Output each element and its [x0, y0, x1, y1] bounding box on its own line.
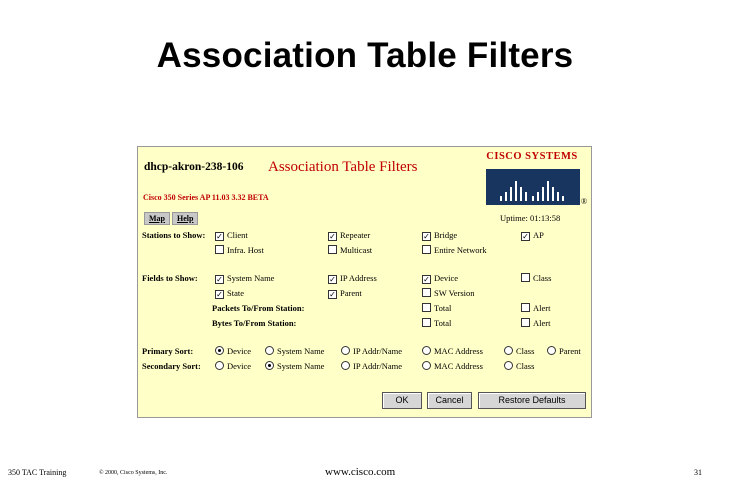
station-client-checkbox[interactable]: ✓ Client — [216, 230, 248, 241]
fields-label: Fields to Show: — [142, 273, 198, 283]
ok-button[interactable]: OK — [382, 392, 422, 409]
field-device-checkbox[interactable]: ✓ Device — [423, 273, 459, 284]
slide-title: Association Table Filters — [156, 36, 574, 75]
station-ap-checkbox[interactable]: ✓ AP — [522, 230, 544, 241]
primary-sort-parent-radio[interactable]: Parent — [547, 346, 581, 356]
field-sw-version-checkbox[interactable]: SW Version — [422, 288, 475, 298]
field-state-checkbox[interactable]: ✓ State — [216, 288, 244, 299]
packets-alert-checkbox[interactable]: Alert — [521, 303, 550, 313]
secondary-sort-device-radio[interactable]: Device — [215, 361, 251, 371]
bytes-alert-checkbox[interactable]: Alert — [521, 318, 550, 328]
field-parent-checkbox[interactable]: ✓ Parent — [329, 288, 362, 299]
uptime: Uptime: 01:13:58 — [500, 213, 561, 223]
screenshot-panel — [137, 146, 592, 418]
page-number: 31 — [694, 468, 702, 477]
field-class-checkbox[interactable]: Class — [521, 273, 551, 283]
packets-total-checkbox[interactable]: Total — [422, 303, 451, 313]
hostname: dhcp-akron-238-106 — [144, 161, 244, 173]
primary-sort-label: Primary Sort: — [142, 346, 194, 356]
primary-sort-ip-radio[interactable]: IP Addr/Name — [341, 346, 402, 356]
secondary-sort-system-name-radio[interactable]: System Name — [265, 361, 324, 371]
station-repeater-checkbox[interactable]: ✓ Repeater — [329, 230, 371, 241]
secondary-sort-mac-radio[interactable]: MAC Address — [422, 361, 483, 371]
registered-icon: ® — [581, 197, 588, 206]
cancel-button[interactable]: Cancel — [427, 392, 472, 409]
footer-course: 350 TAC Training — [8, 468, 67, 477]
logo-text: CISCO SYSTEMS — [486, 151, 578, 162]
station-entire-network-checkbox[interactable]: Entire Network — [422, 245, 487, 255]
restore-defaults-button[interactable]: Restore Defaults — [478, 392, 586, 409]
nav-map-button[interactable]: Map — [144, 212, 170, 225]
page-title: Association Table Filters — [268, 159, 418, 175]
station-bridge-checkbox[interactable]: ✓ Bridge — [423, 230, 458, 241]
field-system-name-checkbox[interactable]: ✓ System Name — [216, 273, 275, 284]
secondary-sort-label: Secondary Sort: — [142, 361, 201, 371]
primary-sort-class-radio[interactable]: Class — [504, 346, 534, 356]
footer-url: www.cisco.com — [325, 466, 396, 478]
primary-sort-mac-radio[interactable]: MAC Address — [422, 346, 483, 356]
primary-sort-system-name-radio[interactable]: System Name — [265, 346, 324, 356]
field-ip-address-checkbox[interactable]: ✓ IP Address — [329, 273, 377, 284]
footer-copyright: © 2000, Cisco Systems, Inc. — [99, 470, 168, 476]
secondary-sort-ip-radio[interactable]: IP Addr/Name — [341, 361, 402, 371]
cisco-logo — [484, 151, 588, 209]
station-infra-host-checkbox[interactable]: Infra. Host — [215, 245, 264, 255]
secondary-sort-class-radio[interactable]: Class — [504, 361, 534, 371]
bytes-label: Bytes To/From Station: — [212, 318, 297, 328]
nav-help-button[interactable]: Help — [172, 212, 198, 225]
primary-sort-device-radio[interactable]: Device — [215, 346, 251, 356]
logo-bars-icon — [486, 169, 580, 205]
station-multicast-checkbox[interactable]: Multicast — [328, 245, 372, 255]
packets-label: Packets To/From Station: — [212, 303, 305, 313]
stations-label: Stations to Show: — [142, 230, 206, 240]
bytes-total-checkbox[interactable]: Total — [422, 318, 451, 328]
device-subtitle: Cisco 350 Series AP 11.03 3.32 BETA — [143, 193, 269, 202]
